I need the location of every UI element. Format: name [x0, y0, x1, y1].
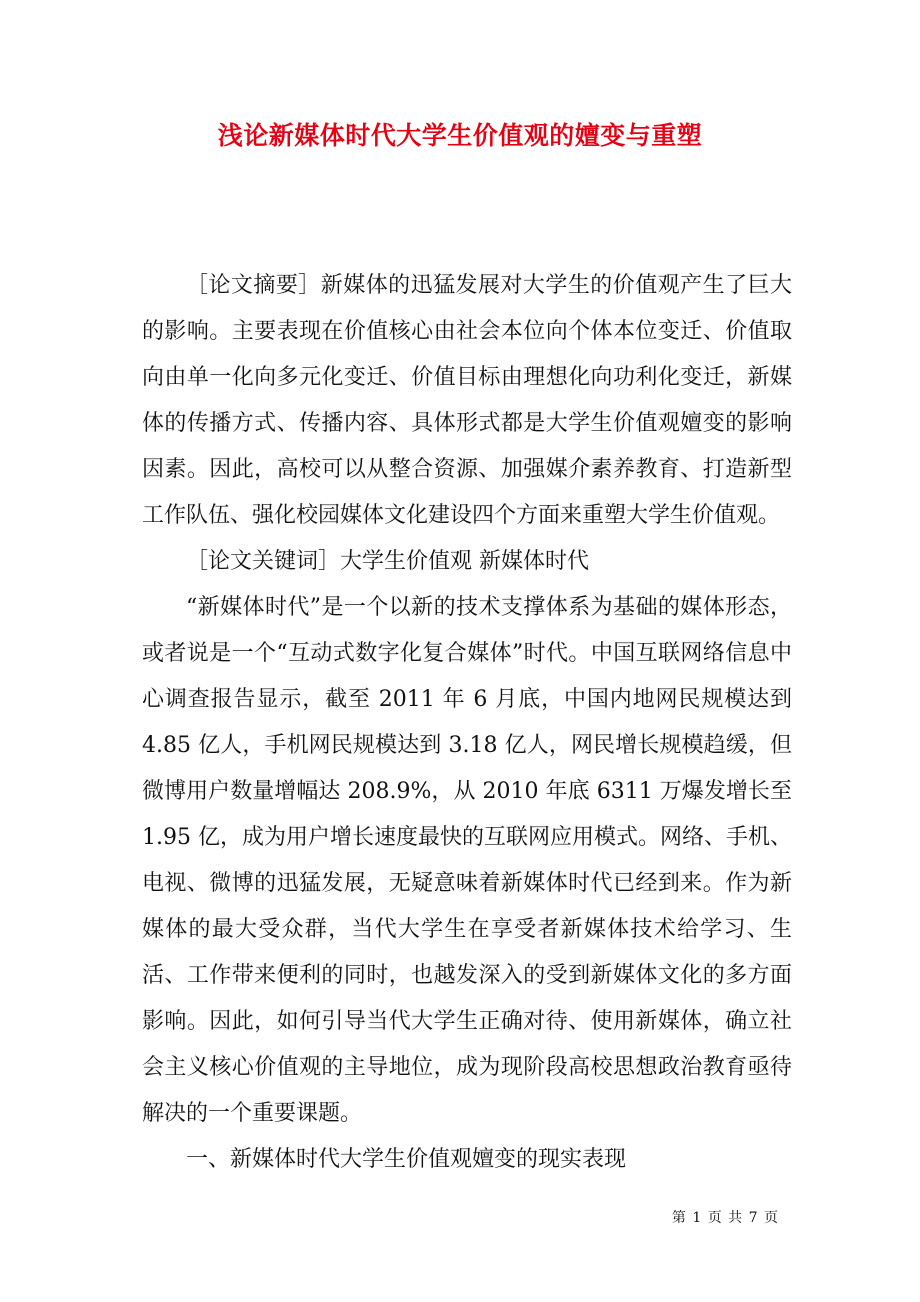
- document-body: [142, 263, 792, 1183]
- intro-paragraph: “新媒体时代”是一个以新的技术支撑体系为基础的媒体形态，或者说是一个“互动式数字化复合媒体”时代。中国互联网络信息中心调查报告显示，截至 2011 年 6 月底，中国内地网民规模达到 4.85 亿人，手机网民规模达到 3.18 亿人，网民增长规模趋缓，但微博用户数量增幅达 208.9%，从 2010 年底 6311 万爆发增长至 1.95 亿，成为用户增长速度最快的互联网应用模式。网络、手机、电视、微博的迅猛发展，无疑意味着新媒体时代已经到来。作为新媒体的最大受众群，当代大学生在享受者新媒体技术给学习、生活、工作带来便利的同时，也越发深入的受到新媒体文化的多方面影响。因此，如何引导当代大学生正确对待、使用新媒体，确立社会主义核心价值观的主导地位，成为现阶段高校思想政治教育亟待解决的一个重要课题。: [142, 595, 792, 1126]
- section-heading: 一、新媒体时代大学生价值观嬗变的现实表现: [186, 1147, 627, 1172]
- document-title: 浅论新媒体时代大学生价值观的嬗变与重塑: [217, 121, 703, 150]
- page-number: 第 1 页 共 7 页: [671, 1210, 779, 1226]
- abstract-paragraph: ［论文摘要］新媒体的迅猛发展对大学生的价值观产生了巨大的影响。主要表现在价值核心由社会本位向个体本位变迁、价值取向由单一化向多元化变迁、价值目标由理想化向功利化变迁，新媒体的传播方式、传播内容、具体形式都是大学生价值观嬗变的影响因素。因此，高校可以从整合资源、加强媒介素养教育、打造新型工作队伍、强化校园媒体文化建设四个方面来重塑大学生价值观。: [142, 273, 792, 528]
- keywords-paragraph: ［论文关键词］大学生价值观 新媒体时代: [186, 549, 589, 574]
